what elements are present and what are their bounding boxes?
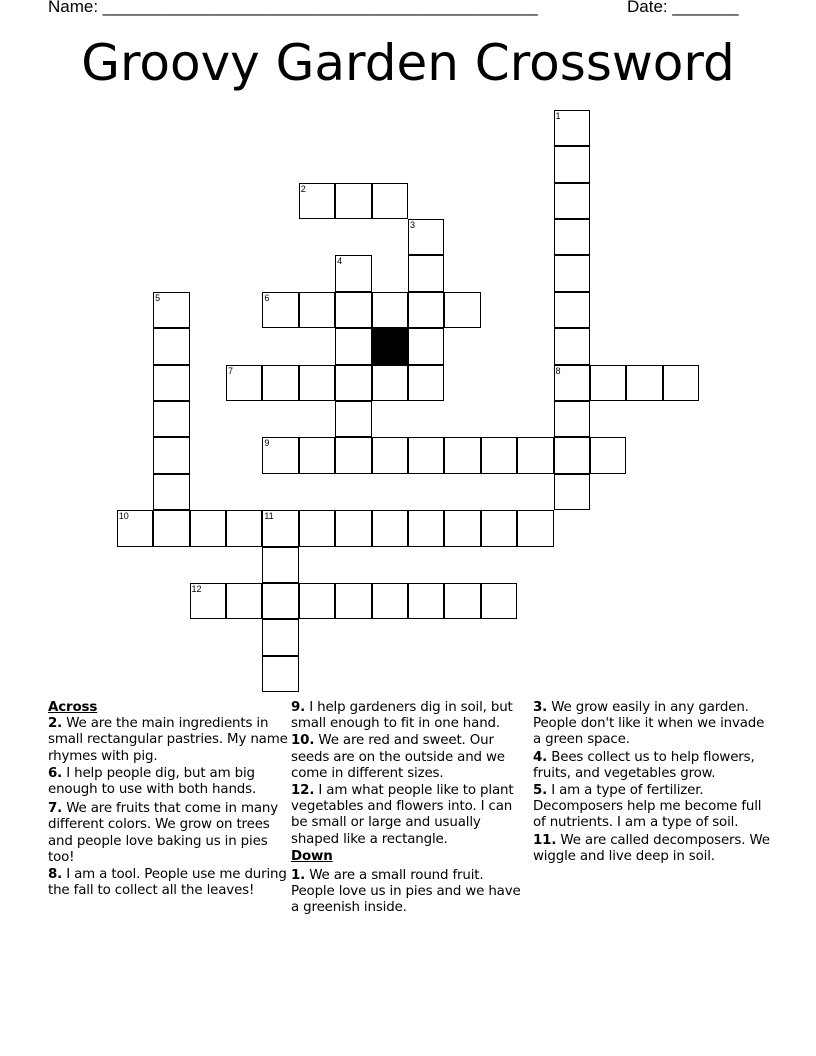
clue-number: 2. — [48, 716, 63, 732]
clue-across-2 — [48, 716, 288, 765]
black-cell — [372, 328, 408, 364]
grid-cell[interactable] — [372, 365, 408, 401]
grid-cell[interactable] — [408, 365, 444, 401]
clue-text: I am what people like to plant vegetables and flowers into. I can be small or large and usually shaped like a rectangle. — [291, 783, 514, 847]
clue-across-6 — [48, 766, 288, 798]
grid-cell[interactable] — [554, 365, 590, 401]
grid-cell[interactable] — [335, 292, 371, 328]
grid-cell[interactable] — [335, 437, 371, 473]
grid-cell[interactable] — [262, 583, 298, 619]
grid-cell[interactable] — [153, 328, 189, 364]
grid-cell[interactable] — [663, 365, 699, 401]
name-field[interactable]: Name: ______________________________________________ — [48, 0, 538, 16]
grid-cell[interactable] — [626, 365, 662, 401]
grid-cell[interactable] — [262, 510, 298, 546]
clue-number-label: 4 — [337, 256, 343, 267]
grid-cell[interactable] — [517, 510, 553, 546]
clue-text: Bees collect us to help flowers, fruits, and vegetables grow. — [533, 749, 755, 781]
grid-cell[interactable] — [590, 437, 626, 473]
clue-number-label: 6 — [264, 292, 270, 303]
date-field[interactable]: Date: _______ — [627, 0, 739, 16]
grid-cell[interactable] — [190, 583, 226, 619]
clue-text: I help people dig, but am big enough to use with both hands. — [48, 765, 257, 798]
grid-cell[interactable] — [408, 292, 444, 328]
grid-cell[interactable] — [408, 583, 444, 619]
clue-number: 6. — [48, 765, 63, 781]
clue-text: We grow easily in any garden. People don't like it when we invade a green space. — [533, 700, 765, 748]
grid-cell[interactable] — [554, 474, 590, 510]
grid-cell[interactable] — [444, 437, 480, 473]
grid-cell[interactable] — [335, 255, 371, 291]
clue-number-label: 7 — [227, 365, 233, 376]
clue-number-label: 10 — [118, 511, 129, 522]
clues-column-2 — [291, 700, 531, 918]
grid-cell[interactable] — [262, 292, 298, 328]
clue-number-label: 5 — [155, 292, 161, 303]
grid-cell[interactable] — [153, 401, 189, 437]
grid-cell[interactable] — [372, 292, 408, 328]
grid-cell[interactable] — [444, 583, 480, 619]
grid-cell[interactable] — [153, 510, 189, 546]
grid-cell[interactable] — [153, 437, 189, 473]
grid-cell[interactable] — [554, 401, 590, 437]
grid-cell[interactable] — [299, 183, 335, 219]
clue-text: We are red and sweet. Our seeds are on the outside and we come in different sizes. — [291, 733, 505, 781]
grid-cell[interactable] — [554, 292, 590, 328]
clue-down-4 — [533, 750, 773, 782]
clue-number: 5. — [533, 783, 548, 799]
grid-cell[interactable] — [554, 255, 590, 291]
grid-cell[interactable] — [481, 510, 517, 546]
grid-cell[interactable] — [554, 328, 590, 364]
grid-cell[interactable] — [408, 510, 444, 546]
grid-cell[interactable] — [372, 437, 408, 473]
grid-cell[interactable] — [262, 437, 298, 473]
clue-number-label: 8 — [555, 365, 561, 376]
clue-across-7 — [48, 801, 288, 866]
grid-cell[interactable] — [554, 219, 590, 255]
clue-number: 8. — [48, 867, 63, 883]
clue-number: 1. — [291, 868, 306, 884]
clue-number: 10. — [291, 733, 315, 749]
grid-cell[interactable] — [408, 437, 444, 473]
clue-number-label: 9 — [264, 438, 270, 449]
grid-cell[interactable] — [262, 547, 298, 583]
clue-down-3 — [533, 700, 773, 749]
grid-cell[interactable] — [554, 110, 590, 146]
grid-cell[interactable] — [262, 365, 298, 401]
grid-cell[interactable] — [372, 583, 408, 619]
clue-number-label: 1 — [555, 110, 561, 121]
clue-text: We are fruits that come in many different colors. We grow on trees and people love baking us in pies too! — [48, 801, 279, 865]
clue-across-9 — [291, 700, 531, 732]
clue-across-8 — [48, 867, 288, 899]
grid-cell[interactable] — [335, 328, 371, 364]
clue-down-5 — [533, 783, 773, 832]
grid-cell[interactable] — [153, 292, 189, 328]
clue-number: 11. — [533, 832, 557, 848]
grid-cell[interactable] — [262, 656, 298, 692]
clue-text: I am a tool. People use me during the fall to collect all the leaves! — [48, 867, 287, 899]
grid-cell[interactable] — [299, 437, 335, 473]
grid-cell[interactable] — [226, 510, 262, 546]
clue-text: We are a small round fruit. People love us in pies and we have a greenish inside. — [291, 868, 521, 916]
grid-cell[interactable] — [299, 583, 335, 619]
grid-cell[interactable] — [335, 183, 371, 219]
across-heading: Across — [48, 700, 98, 715]
clue-down-1 — [291, 868, 531, 917]
grid-cell[interactable] — [372, 183, 408, 219]
grid-cell[interactable] — [517, 437, 553, 473]
grid-cell[interactable] — [335, 510, 371, 546]
down-heading: Down — [291, 848, 333, 864]
clue-text: We are called decomposers. We wiggle and live deep in soil. — [533, 832, 770, 864]
clue-number: 3. — [533, 700, 548, 715]
grid-cell[interactable] — [153, 474, 189, 510]
clue-number: 12. — [291, 783, 315, 799]
grid-cell[interactable] — [190, 510, 226, 546]
clue-down-11 — [533, 833, 773, 865]
grid-cell[interactable] — [444, 292, 480, 328]
grid-cell[interactable] — [444, 510, 480, 546]
clue-across-10 — [291, 733, 531, 782]
grid-cell[interactable] — [226, 365, 262, 401]
grid-cell[interactable] — [117, 510, 153, 546]
clue-text: I help gardeners dig in soil, but small enough to fit in one hand. — [291, 700, 513, 732]
clue-number: 7. — [48, 801, 63, 817]
grid-cell[interactable] — [299, 292, 335, 328]
clue-across-12 — [291, 783, 531, 848]
clue-number-label: 2 — [300, 183, 306, 194]
clue-number: 4. — [533, 749, 548, 765]
clue-text: I am a type of fertilizer. Decomposers help me become full of nutrients. I am a type of soil. — [533, 783, 762, 831]
grid-cell[interactable] — [153, 365, 189, 401]
clue-number-label: 11 — [264, 511, 274, 522]
clues-column-1 — [48, 700, 288, 900]
grid-cell[interactable] — [372, 510, 408, 546]
clue-number-label: 3 — [409, 219, 415, 230]
grid-cell[interactable] — [554, 146, 590, 182]
grid-cell[interactable] — [335, 401, 371, 437]
grid-cell[interactable] — [481, 583, 517, 619]
grid-cell[interactable] — [408, 255, 444, 291]
grid-cell[interactable] — [335, 583, 371, 619]
grid-cell[interactable] — [335, 365, 371, 401]
clue-text: We are the main ingredients in small rectangular pastries. My name rhymes with pig. — [48, 716, 288, 764]
clues-column-3 — [533, 700, 773, 866]
grid-cell[interactable] — [481, 437, 517, 473]
grid-cell[interactable] — [408, 219, 444, 255]
page-title: Groovy Garden Crossword — [81, 34, 735, 92]
grid-cell[interactable] — [554, 183, 590, 219]
grid-cell[interactable] — [299, 365, 335, 401]
grid-cell[interactable] — [226, 583, 262, 619]
grid-cell[interactable] — [554, 437, 590, 473]
grid-cell[interactable] — [408, 328, 444, 364]
clue-number-label: 12 — [191, 583, 202, 594]
clue-number: 9. — [291, 700, 306, 715]
grid-cell[interactable] — [262, 619, 298, 655]
grid-cell[interactable] — [299, 510, 335, 546]
grid-cell[interactable] — [590, 365, 626, 401]
